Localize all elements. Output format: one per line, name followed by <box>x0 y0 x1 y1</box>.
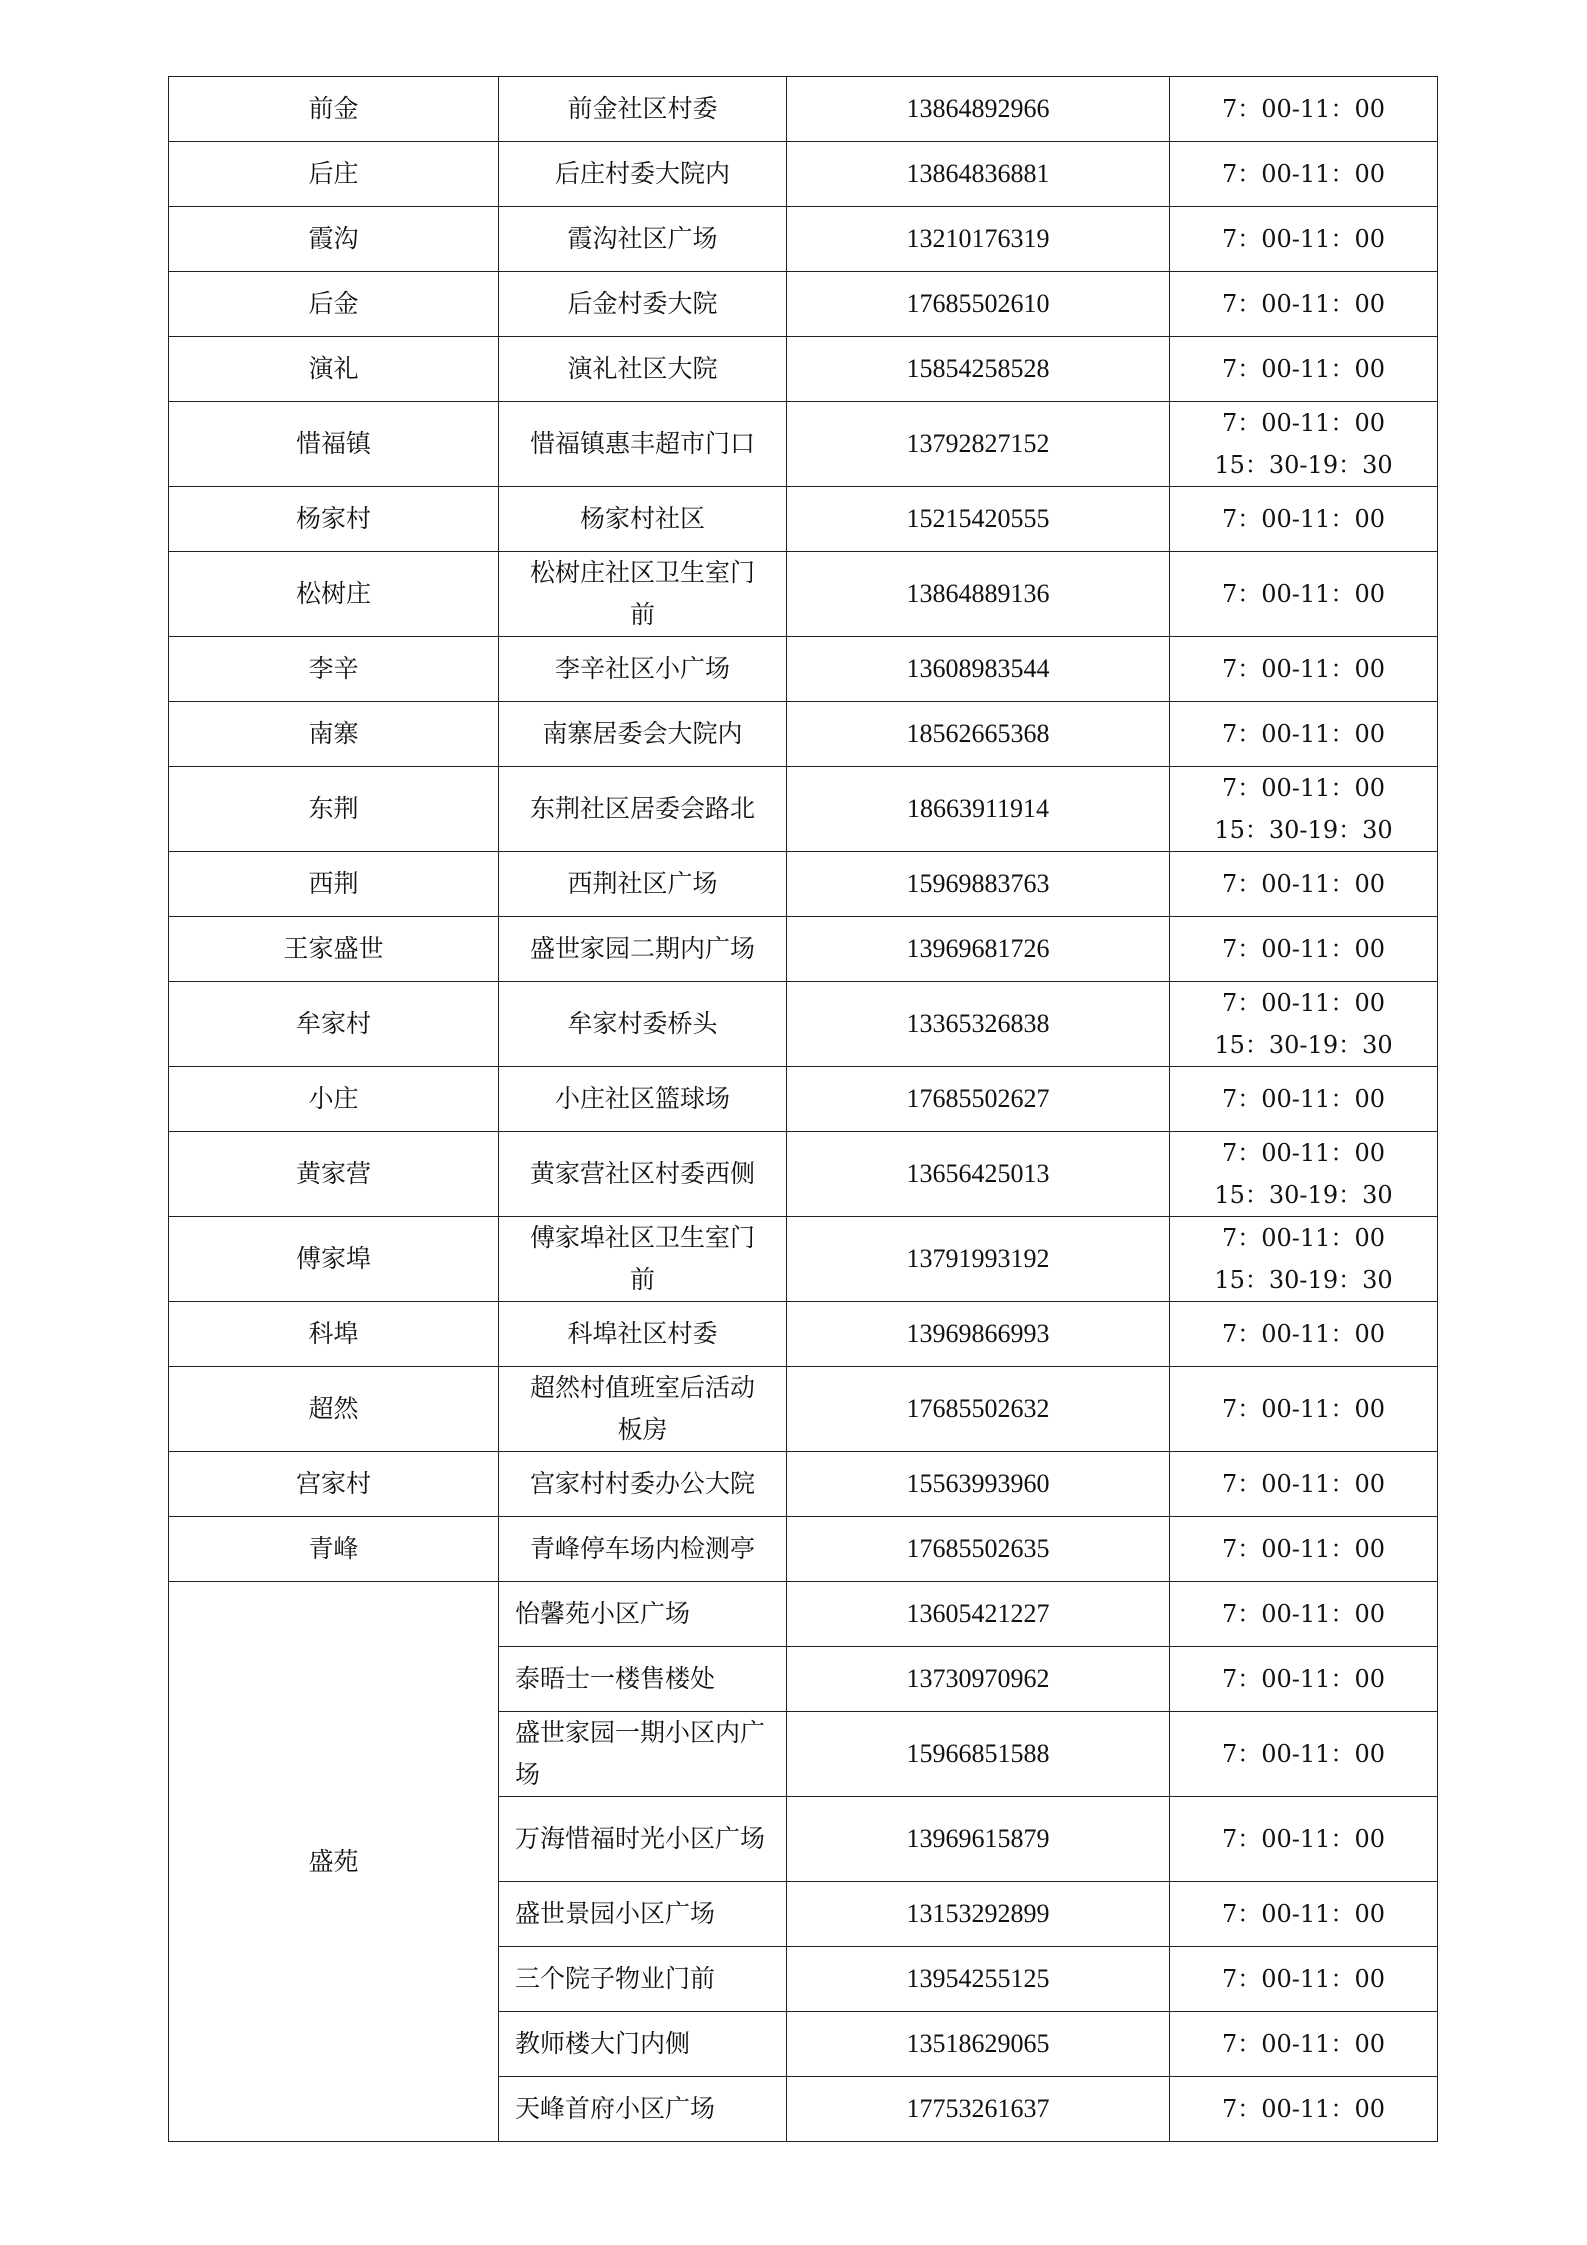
location-cell: 盛世景园小区广场 <box>499 1882 787 1947</box>
area-cell: 小庄 <box>169 1067 499 1132</box>
location-cell: 万海惜福时光小区广场 <box>499 1797 787 1882</box>
location-cell: 杨家村社区 <box>499 487 787 552</box>
phone-cell: 15563993960 <box>787 1452 1170 1517</box>
table-row <box>169 487 1438 552</box>
location-cell: 青峰停车场内检测亭 <box>499 1517 787 1582</box>
time-cell <box>1170 852 1438 917</box>
time-range: 7：00-11：00 <box>1222 1535 1385 1563</box>
location-cell: 三个院子物业门前 <box>499 1947 787 2012</box>
table-row <box>169 1132 1438 1217</box>
table-row <box>169 272 1438 337</box>
area-cell: 东荆 <box>169 767 499 852</box>
table-row <box>169 1452 1438 1517</box>
time-range: 7：00-11：00 <box>1222 655 1385 683</box>
time-cell <box>1170 1067 1438 1132</box>
phone-cell: 13969681726 <box>787 917 1170 982</box>
time-cell <box>1170 552 1438 637</box>
phone-cell: 13954255125 <box>787 1947 1170 2012</box>
area-cell: 南寨 <box>169 702 499 767</box>
time-cell <box>1170 272 1438 337</box>
time-cell <box>1170 1517 1438 1582</box>
time-range: 7：00-11：00 <box>1222 2095 1385 2123</box>
time-range: 7：00-11：00 <box>1222 1965 1385 1993</box>
location-cell: 超然村值班室后活动板房 <box>499 1367 787 1452</box>
phone-cell: 13518629065 <box>787 2012 1170 2077</box>
phone-cell: 13864836881 <box>787 142 1170 207</box>
time-range: 7：00-11：00 <box>1222 1139 1385 1167</box>
time-range: 7：00-11：00 <box>1222 989 1385 1017</box>
phone-cell: 13864889136 <box>787 552 1170 637</box>
table-row <box>169 702 1438 767</box>
area-cell: 杨家村 <box>169 487 499 552</box>
phone-cell: 15215420555 <box>787 487 1170 552</box>
phone-cell: 13153292899 <box>787 1882 1170 1947</box>
time-range: 7：00-11：00 <box>1222 355 1385 383</box>
time-range: 7：00-11：00 <box>1222 1395 1385 1423</box>
time-cell <box>1170 917 1438 982</box>
time-range: 7：00-11：00 <box>1222 1825 1385 1853</box>
table-row <box>169 1582 1438 1647</box>
phone-cell: 13969615879 <box>787 1797 1170 1882</box>
table-row <box>169 142 1438 207</box>
location-cell: 盛世家园一期小区内广场 <box>499 1712 787 1797</box>
phone-cell: 13791993192 <box>787 1217 1170 1302</box>
table-row <box>169 982 1438 1067</box>
table-row <box>169 1517 1438 1582</box>
phone-cell: 17685502635 <box>787 1517 1170 1582</box>
time-range: 7：00-11：00 <box>1222 95 1385 123</box>
phone-cell: 13864892966 <box>787 77 1170 142</box>
phone-cell: 13210176319 <box>787 207 1170 272</box>
location-cell: 南寨居委会大院内 <box>499 702 787 767</box>
table-row <box>169 637 1438 702</box>
table-row <box>169 1302 1438 1367</box>
time-cell <box>1170 207 1438 272</box>
time-range: 7：00-11：00 <box>1222 870 1385 898</box>
time-range: 7：00-11：00 <box>1222 1320 1385 1348</box>
area-cell: 超然 <box>169 1367 499 1452</box>
time-cell <box>1170 1217 1438 1302</box>
time-cell <box>1170 77 1438 142</box>
table-row <box>169 207 1438 272</box>
time-cell <box>1170 487 1438 552</box>
location-cell: 后金村委大院 <box>499 272 787 337</box>
time-range: 7：00-11：00 <box>1222 160 1385 188</box>
table-row <box>169 77 1438 142</box>
table-row <box>169 917 1438 982</box>
area-cell: 牟家村 <box>169 982 499 1067</box>
time-range: 7：00-11：00 <box>1222 1740 1385 1768</box>
table-row <box>169 1067 1438 1132</box>
area-cell: 松树庄 <box>169 552 499 637</box>
time-cell <box>1170 1712 1438 1797</box>
location-cell: 前金社区村委 <box>499 77 787 142</box>
time-range: 7：00-11：00 <box>1222 720 1385 748</box>
location-cell: 惜福镇惠丰超市门口 <box>499 402 787 487</box>
location-cell: 傅家埠社区卫生室门前 <box>499 1217 787 1302</box>
time-range: 7：00-11：00 <box>1222 774 1385 802</box>
time-cell <box>1170 767 1438 852</box>
location-cell: 宫家村村委办公大院 <box>499 1452 787 1517</box>
area-cell: 科埠 <box>169 1302 499 1367</box>
location-cell: 演礼社区大院 <box>499 337 787 402</box>
testing-sites-table <box>168 76 1438 2142</box>
time-cell <box>1170 1947 1438 2012</box>
area-cell: 傅家埠 <box>169 1217 499 1302</box>
time-range: 15：30-19：30 <box>1214 451 1393 479</box>
time-range: 7：00-11：00 <box>1222 225 1385 253</box>
table-row <box>169 552 1438 637</box>
location-cell: 李辛社区小广场 <box>499 637 787 702</box>
time-range: 7：00-11：00 <box>1222 1470 1385 1498</box>
phone-cell: 15966851588 <box>787 1712 1170 1797</box>
time-range: 7：00-11：00 <box>1222 505 1385 533</box>
area-cell: 西荆 <box>169 852 499 917</box>
area-cell: 演礼 <box>169 337 499 402</box>
location-cell: 牟家村委桥头 <box>499 982 787 1067</box>
phone-cell: 13656425013 <box>787 1132 1170 1217</box>
time-cell <box>1170 1452 1438 1517</box>
time-range: 7：00-11：00 <box>1222 2030 1385 2058</box>
location-cell: 怡馨苑小区广场 <box>499 1582 787 1647</box>
time-cell <box>1170 142 1438 207</box>
table-body <box>169 77 1438 2142</box>
table-row <box>169 1217 1438 1302</box>
time-cell <box>1170 2012 1438 2077</box>
phone-cell: 17685502610 <box>787 272 1170 337</box>
location-cell: 霞沟社区广场 <box>499 207 787 272</box>
time-range: 15：30-19：30 <box>1214 1031 1393 1059</box>
time-range: 7：00-11：00 <box>1222 1085 1385 1113</box>
time-cell <box>1170 1302 1438 1367</box>
phone-cell: 17685502627 <box>787 1067 1170 1132</box>
location-cell: 天峰首府小区广场 <box>499 2077 787 2142</box>
phone-cell: 13608983544 <box>787 637 1170 702</box>
phone-cell: 15854258528 <box>787 337 1170 402</box>
time-cell <box>1170 402 1438 487</box>
table-row <box>169 1367 1438 1452</box>
time-range: 15：30-19：30 <box>1214 1266 1393 1294</box>
table-row <box>169 852 1438 917</box>
time-range: 7：00-11：00 <box>1222 1900 1385 1928</box>
time-range: 7：00-11：00 <box>1222 290 1385 318</box>
location-cell: 盛世家园二期内广场 <box>499 917 787 982</box>
location-cell: 科埠社区村委 <box>499 1302 787 1367</box>
phone-cell: 13792827152 <box>787 402 1170 487</box>
time-cell <box>1170 1882 1438 1947</box>
time-range: 7：00-11：00 <box>1222 935 1385 963</box>
location-cell: 西荆社区广场 <box>499 852 787 917</box>
location-cell: 黄家营社区村委西侧 <box>499 1132 787 1217</box>
phone-cell: 18663911914 <box>787 767 1170 852</box>
area-cell: 后庄 <box>169 142 499 207</box>
phone-cell: 17685502632 <box>787 1367 1170 1452</box>
phone-cell: 13730970962 <box>787 1647 1170 1712</box>
area-cell: 霞沟 <box>169 207 499 272</box>
time-cell <box>1170 1582 1438 1647</box>
area-cell: 宫家村 <box>169 1452 499 1517</box>
time-cell <box>1170 1132 1438 1217</box>
location-cell: 泰晤士一楼售楼处 <box>499 1647 787 1712</box>
time-cell <box>1170 982 1438 1067</box>
time-range: 15：30-19：30 <box>1214 816 1393 844</box>
time-cell <box>1170 337 1438 402</box>
location-cell: 后庄村委大院内 <box>499 142 787 207</box>
area-cell: 前金 <box>169 77 499 142</box>
location-cell: 松树庄社区卫生室门前 <box>499 552 787 637</box>
area-cell: 惜福镇 <box>169 402 499 487</box>
phone-cell: 18562665368 <box>787 702 1170 767</box>
table-row <box>169 337 1438 402</box>
time-range: 7：00-11：00 <box>1222 1224 1385 1252</box>
phone-cell: 13969866993 <box>787 1302 1170 1367</box>
table-row <box>169 402 1438 487</box>
time-range: 7：00-11：00 <box>1222 409 1385 437</box>
area-cell: 王家盛世 <box>169 917 499 982</box>
time-range: 15：30-19：30 <box>1214 1181 1393 1209</box>
phone-cell: 17753261637 <box>787 2077 1170 2142</box>
phone-cell: 13365326838 <box>787 982 1170 1067</box>
location-cell: 东荆社区居委会路北 <box>499 767 787 852</box>
table-row <box>169 767 1438 852</box>
phone-cell: 15969883763 <box>787 852 1170 917</box>
area-cell: 李辛 <box>169 637 499 702</box>
group-area-cell: 盛苑 <box>169 1582 499 2142</box>
time-range: 7：00-11：00 <box>1222 1665 1385 1693</box>
time-cell <box>1170 637 1438 702</box>
time-cell <box>1170 1367 1438 1452</box>
time-cell <box>1170 1647 1438 1712</box>
time-cell <box>1170 2077 1438 2142</box>
time-range: 7：00-11：00 <box>1222 1600 1385 1628</box>
phone-cell: 13605421227 <box>787 1582 1170 1647</box>
location-cell: 教师楼大门内侧 <box>499 2012 787 2077</box>
time-cell <box>1170 702 1438 767</box>
time-range: 7：00-11：00 <box>1222 580 1385 608</box>
location-cell: 小庄社区篮球场 <box>499 1067 787 1132</box>
area-cell: 黄家营 <box>169 1132 499 1217</box>
area-cell: 后金 <box>169 272 499 337</box>
time-cell <box>1170 1797 1438 1882</box>
area-cell: 青峰 <box>169 1517 499 1582</box>
